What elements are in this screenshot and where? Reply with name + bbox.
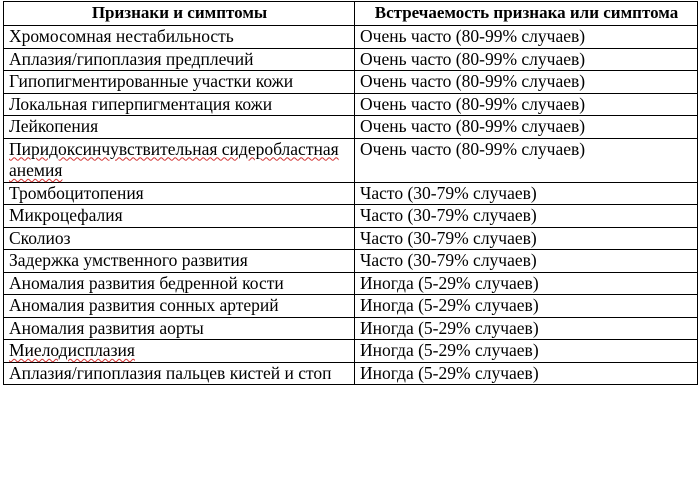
sign-cell: Аплазия/гипоплазия предплечий — [4, 48, 355, 71]
frequency-cell: Часто (30-79% случаев) — [355, 250, 698, 273]
table-row — [4, 362, 698, 385]
frequency-cell: Часто (30-79% случаев) — [355, 205, 698, 228]
frequency-cell: Часто (30-79% случаев) — [355, 227, 698, 250]
table-row — [4, 26, 698, 49]
frequency-cell: Очень часто (80-99% случаев) — [355, 71, 698, 94]
frequency-cell: Очень часто (80-99% случаев) — [355, 116, 698, 139]
sign-cell: Аномалия развития бедренной кости — [4, 272, 355, 295]
sign-cell: Сколиоз — [4, 227, 355, 250]
frequency-cell: Иногда (5-29% случаев) — [355, 317, 698, 340]
sign-cell: Тромбоцитопения — [4, 182, 355, 205]
table-row — [4, 227, 698, 250]
sign-cell: Аномалия развития аорты — [4, 317, 355, 340]
header-frequency: Встречаемость признака или симптома — [355, 2, 698, 26]
frequency-cell: Очень часто (80-99% случаев) — [355, 26, 698, 49]
frequency-cell: Иногда (5-29% случаев) — [355, 340, 698, 363]
sign-cell: Микроцефалия — [4, 205, 355, 228]
sign-cell: Аномалия развития сонных артерий — [4, 295, 355, 318]
symptoms-table — [3, 1, 698, 385]
sign-cell: Гипопигментированные участки кожи — [4, 71, 355, 94]
table-row — [4, 250, 698, 273]
sign-cell: Миелодисплазия — [4, 340, 355, 363]
table-row — [4, 71, 698, 94]
table-row — [4, 205, 698, 228]
frequency-cell: Иногда (5-29% случаев) — [355, 362, 698, 385]
frequency-cell: Часто (30-79% случаев) — [355, 182, 698, 205]
table-row — [4, 340, 698, 363]
sign-cell: Локальная гиперпигментация кожи — [4, 93, 355, 116]
table-row — [4, 272, 698, 295]
header-row — [4, 2, 698, 26]
sign-cell: Пиридоксинчувствительная сидеробластная анемия — [4, 138, 355, 182]
table-row — [4, 93, 698, 116]
table-row — [4, 295, 698, 318]
frequency-cell: Очень часто (80-99% случаев) — [355, 93, 698, 116]
frequency-cell: Очень часто (80-99% случаев) — [355, 48, 698, 71]
table-row — [4, 182, 698, 205]
frequency-cell: Очень часто (80-99% случаев) — [355, 138, 698, 182]
table-row — [4, 317, 698, 340]
table-row — [4, 48, 698, 71]
sign-cell: Хромосомная нестабильность — [4, 26, 355, 49]
frequency-cell: Иногда (5-29% случаев) — [355, 295, 698, 318]
table-row — [4, 116, 698, 139]
header-signs: Признаки и симптомы — [4, 2, 355, 26]
sign-cell: Лейкопения — [4, 116, 355, 139]
sign-cell: Аплазия/гипоплазия пальцев кистей и стоп — [4, 362, 355, 385]
table-row — [4, 138, 698, 182]
frequency-cell: Иногда (5-29% случаев) — [355, 272, 698, 295]
sign-cell: Задержка умственного развития — [4, 250, 355, 273]
